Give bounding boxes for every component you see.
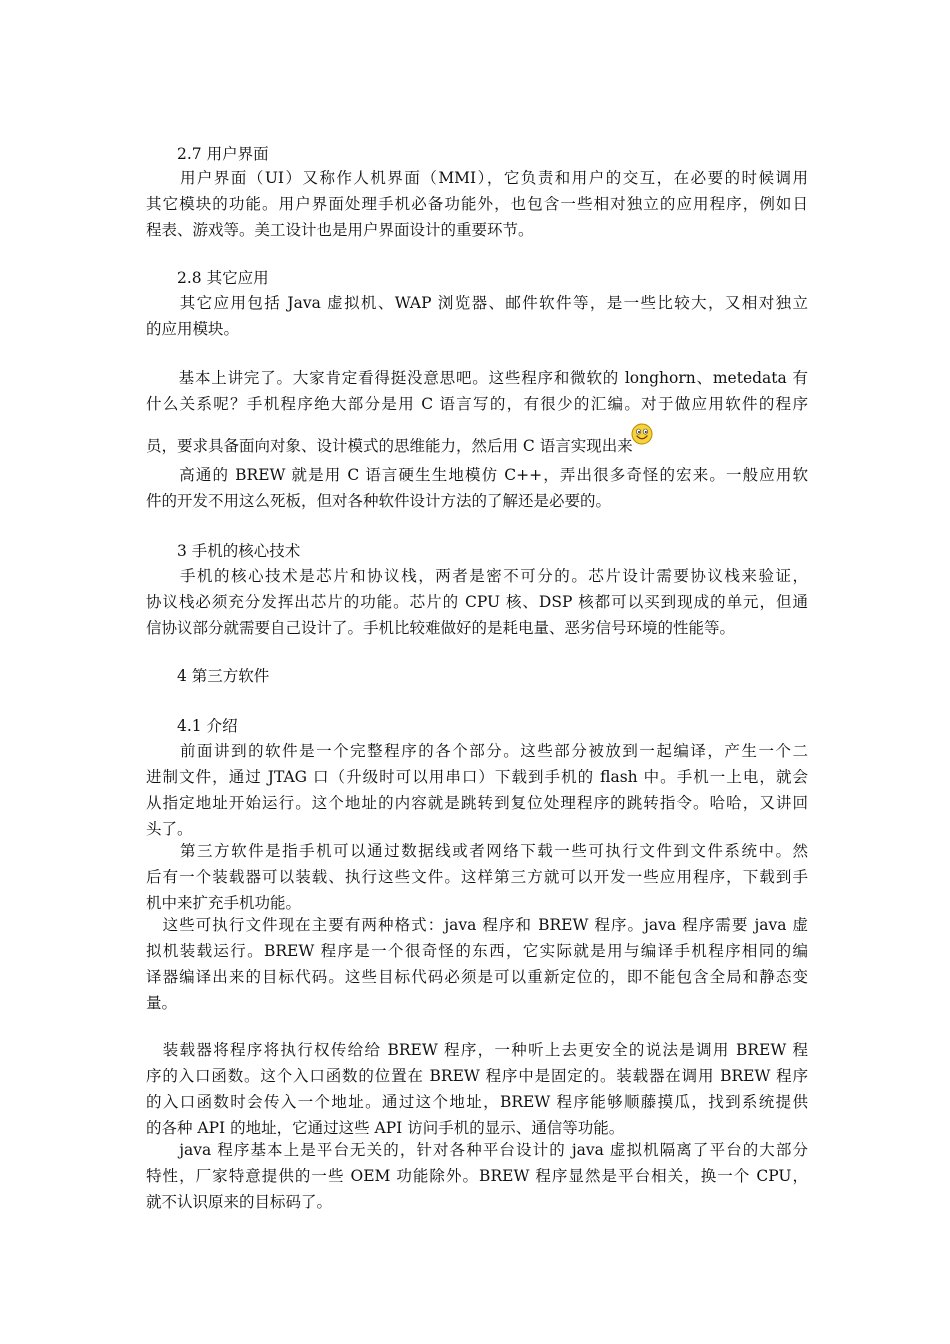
section-4-1-paragraph-5: java 程序基本上是平台无关的，针对各种平台设计的 java 虚拟机隔离了平台的大部分 特性，厂家特意提供的一些 OEM 功能除外。BREW 程序显然是平台相关，换一个 CPU， 就不认识原来的目标码了。 xyxy=(146,1141,808,1211)
section-2-7-paragraph: 用户界面（UI）又称作人机界面（MMI），它负责和用户的交互，在必要的时候调用 其它模块的功能。用户界面处理手机必备功能外，也包含一些相对独立的应用程序，例如日 程表、游戏等。美工设计也是用户界面设计的重要环节。 xyxy=(146,169,808,239)
smiley-icon xyxy=(631,423,653,445)
section-3-paragraph: 手机的核心技术是芯片和协议栈，两者是密不可分的。芯片设计需要协议栈来验证， 协议栈必须充分发挥出芯片的功能。芯片的 CPU 核、DSP 核都可以买到现成的单元，但通 信协议部分就需要自己设计了。手机比较难做好的是耗电量、恶劣信号环境的性能等。 xyxy=(146,567,808,637)
section-2-8-heading: 2.8 其它应用 xyxy=(177,269,269,287)
section-4-1-heading: 4.1 介绍 xyxy=(177,717,238,735)
section-4-1-paragraph-4: 装载器将程序将执行权传给给 BREW 程序，一种听上去更安全的说法是调用 BREW 程 序的入口函数。这个入口函数的位置在 BREW 程序中是固定的。装载器在调用 BREW 程序 的入口函数时会传入一个地址。通过这个地址，BREW 程序能够顺藤摸瓜，找到系统提供 的各种 API 的地址，它通过这些 API 访问手机的显示、通信等功能。 xyxy=(146,1041,808,1137)
section-4-heading: 4 第三方软件 xyxy=(177,667,270,685)
section-4-1-paragraph-3: 这些可执行文件现在主要有两种格式：java 程序和 BREW 程序。java 程序需要 java 虚 拟机装载运行。BREW 程序是一个很奇怪的东西，它实际就是用与编译手机程序相同的编 译器编译出来的目标代码。这些目标代码必须是可以重新定位的，即不能包含全局和静态变 量。 xyxy=(146,916,808,1012)
section-4-1-paragraph-1: 前面讲到的软件是一个完整程序的各个部分。这些部分被放到一起编译，产生一个二 进制文件，通过 JTAG 口（升级时可以用串口）下载到手机的 flash 中。手机一上电，就会 从指定地址开始运行。这个地址的内容就是跳转到复位处理程序的跳转指令。哈哈，又讲回 头了。 xyxy=(146,742,808,838)
section-4-1-paragraph-2: 第三方软件是指手机可以通过数据线或者网络下载一些可执行文件到文件系统中。然 后有一个装载器可以装载、执行这些文件。这样第三方就可以开发一些应用程序，下载到手 机中来扩充手机功能。 xyxy=(146,842,808,912)
section-2-8-paragraph: 其它应用包括 Java 虚拟机、WAP 浏览器、邮件软件等，是一些比较大，又相对独立 的应用模块。 xyxy=(146,294,808,338)
summary-paragraph: 基本上讲完了。大家肯定看得挺没意思吧。这些程序和微软的 longhorn、metedata 有 什么关系呢？手机程序绝大部分是用 C 语言写的，有很少的汇编。对于做应用软件的程序 员，要求具备面向对象、设计模式的思维能力，然后用 C 语言实现出来 xyxy=(146,369,808,455)
section-2-7-heading: 2.7 用户界面 xyxy=(177,145,269,163)
section-3-heading: 3 手机的核心技术 xyxy=(177,542,301,560)
brew-paragraph: 高通的 BREW 就是用 C 语言硬生生地模仿 C++，弄出很多奇怪的宏来。一般应用软 件的开发不用这么死板，但对各种软件设计方法的了解还是必要的。 xyxy=(146,466,808,510)
